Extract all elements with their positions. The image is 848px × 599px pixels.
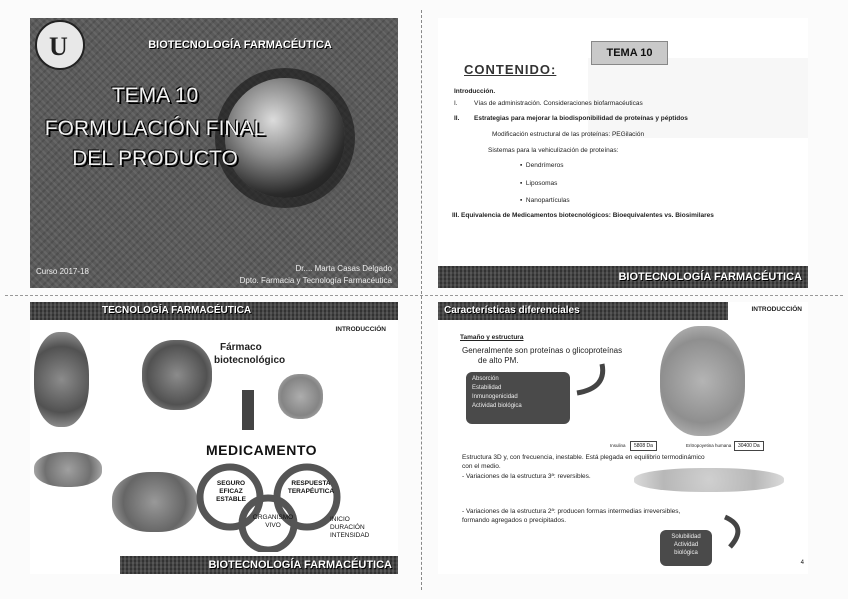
prop-3: Inmunogenicidad bbox=[472, 394, 518, 400]
background-watermark bbox=[588, 58, 808, 138]
slide3-banner: TECNOLOGÍA FARMACÉUTICA bbox=[30, 302, 398, 320]
item-1-num: I. bbox=[454, 100, 458, 107]
insulin-label: Insulina bbox=[610, 443, 626, 448]
course-year: Curso 2017-18 bbox=[36, 267, 89, 276]
cycle-diagram bbox=[195, 462, 345, 552]
university-logo bbox=[35, 20, 85, 70]
intro-line: Introducción. bbox=[454, 88, 496, 95]
title-line-1: TEMA 10 bbox=[111, 84, 199, 107]
slide2-banner: BIOTECNOLOGÍA FARMACÉUTICA bbox=[438, 266, 808, 288]
folding-images bbox=[634, 468, 784, 492]
structure-3d-cont: con el medio. bbox=[462, 463, 501, 470]
horizontal-divider bbox=[5, 295, 843, 296]
tema-badge: TEMA 10 bbox=[591, 41, 668, 65]
curved-arrow-2-icon bbox=[720, 512, 750, 552]
safe: SEGURO bbox=[216, 480, 246, 487]
slide-title bbox=[30, 18, 398, 288]
prop-1: Absorción bbox=[472, 376, 499, 382]
safe-label bbox=[208, 480, 254, 504]
bullet-3: ▪ Nanopartículas bbox=[520, 197, 570, 204]
variation-2-cont: formando agregados o precipitados. bbox=[462, 517, 567, 524]
duration: DURACIÓN bbox=[330, 524, 365, 531]
slide-introduction bbox=[30, 302, 398, 574]
title-line-2: FORMULACIÓN FINAL bbox=[44, 117, 266, 140]
properties-box bbox=[466, 372, 570, 424]
item-1-text: Vías de administración. Consideraciones biofarmacéuticas bbox=[474, 100, 643, 107]
contents-heading: CONTENIDO: bbox=[464, 62, 557, 77]
item-3: III. Equivalencia de Medicamentos biotecnológicos: Bioequivalentes vs. Biosimilares bbox=[452, 212, 714, 219]
bullet-2-text: Liposomas bbox=[525, 180, 558, 187]
slide3-section: INTRODUCCIÓN bbox=[335, 326, 386, 333]
structure-3d: Estructura 3D y, con frecuencia, inestable. Está plegada en equilibrio termodinámico bbox=[462, 454, 705, 461]
farmaco-line-1: Fármaco bbox=[220, 342, 262, 353]
other-protein-label: Eritropoyetina humana bbox=[686, 443, 732, 448]
prop-4: Actividad biológica bbox=[472, 403, 522, 409]
author: Dr.... Marta Casas Delgado bbox=[295, 264, 392, 273]
protein-3d-image bbox=[660, 326, 745, 436]
stable: ESTABLE bbox=[216, 496, 246, 503]
general-line-1: Generalmente son proteínas o glicoproteínas bbox=[462, 346, 623, 355]
capsules-image bbox=[112, 472, 197, 532]
slide-contents bbox=[438, 18, 808, 288]
item-2-num: II. bbox=[454, 115, 460, 122]
curved-arrow-icon bbox=[572, 358, 612, 398]
organism: ORGANISMO bbox=[252, 514, 294, 521]
logo-letter: U bbox=[49, 32, 68, 61]
living: VIVO bbox=[265, 522, 281, 529]
bullet-1-text: Dendrímeros bbox=[525, 162, 564, 169]
box2-line-1: Solubilidad bbox=[671, 534, 701, 540]
farmaco-line-2: biotecnológico bbox=[214, 355, 286, 366]
bullet-3-text: Nanopartículas bbox=[525, 197, 570, 204]
response: RESPUESTA bbox=[291, 480, 331, 487]
biotech-images bbox=[34, 452, 102, 487]
variation-2: - Variaciones de la estructura 2ª: producen formas intermedias irreversibles, bbox=[462, 508, 681, 515]
page-number: 4 bbox=[800, 560, 804, 566]
onset-list bbox=[330, 516, 385, 540]
slide3-bottom-banner: BIOTECNOLOGÍA FARMACÉUTICA bbox=[120, 556, 398, 574]
medicamento-heading: MEDICAMENTO bbox=[206, 442, 318, 458]
pharmacist-cartoon-image bbox=[278, 374, 323, 419]
box2-line-2: Actividad bbox=[673, 542, 699, 548]
slide4-banner: Características diferenciales bbox=[438, 302, 728, 320]
down-arrow-icon bbox=[242, 390, 254, 430]
item-2-text: Estrategias para mejorar la biodisponibilidad de proteínas y péptidos bbox=[474, 115, 688, 122]
sub-item-1: Modificación estructural de las proteínas: PEGilación bbox=[492, 131, 645, 138]
protein-structure-image bbox=[34, 332, 89, 427]
prop-2: Estabilidad bbox=[472, 385, 502, 391]
insulin-value: 5808 Da bbox=[630, 441, 657, 451]
sub-item-2: Sistemas para la vehiculización de proteínas: bbox=[488, 147, 619, 154]
variation-3: - Variaciones de la estructura 3ª: reversibles. bbox=[462, 473, 591, 480]
intensity: INTENSIDAD bbox=[330, 532, 370, 539]
other-protein-value: 30400 Da bbox=[734, 441, 764, 451]
title-line-3: DEL PRODUCTO bbox=[72, 147, 238, 170]
department: Dpto. Farmacia y Tecnología Farmacéutica bbox=[239, 276, 392, 285]
slide1-banner: BIOTECNOLOGÍA FARMACÉUTICA bbox=[148, 39, 332, 51]
slide-characteristics bbox=[438, 302, 808, 574]
slide4-section: INTRODUCCIÓN bbox=[751, 306, 802, 313]
organism-label bbox=[248, 514, 298, 530]
solubility-box bbox=[660, 530, 712, 566]
effective: EFICAZ bbox=[219, 488, 243, 495]
protein-ribbon-image bbox=[142, 340, 212, 410]
bullet-2: ▪ Liposomas bbox=[520, 180, 558, 187]
general-line-2: de alto PM. bbox=[478, 356, 519, 365]
therapeutic: TERAPÉUTICA bbox=[287, 488, 335, 495]
vertical-divider bbox=[421, 10, 422, 590]
box2-line-3: biológica bbox=[674, 550, 698, 556]
onset: INICIO bbox=[330, 516, 350, 523]
size-structure-label: Tamaño y estructura bbox=[460, 334, 524, 341]
response-label bbox=[282, 480, 340, 496]
bullet-1: ▪ Dendrímeros bbox=[520, 162, 564, 169]
